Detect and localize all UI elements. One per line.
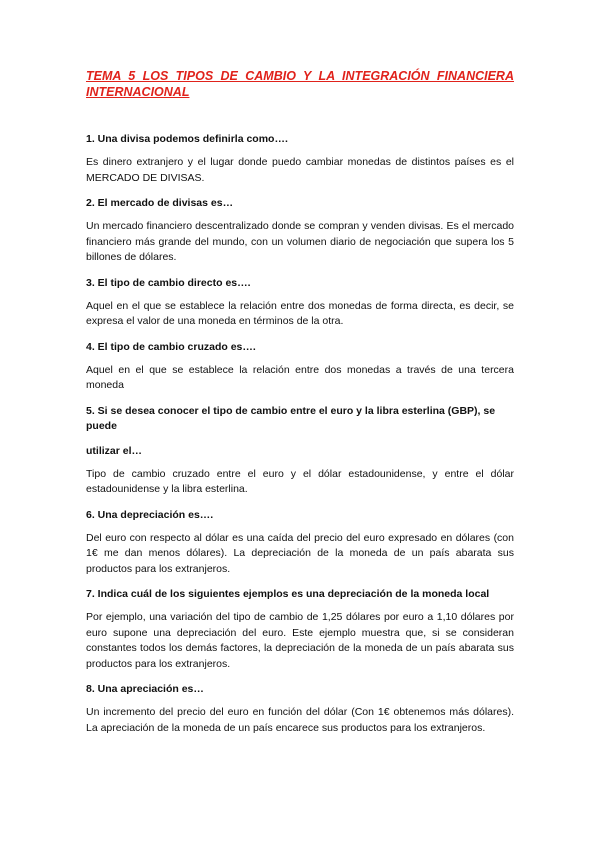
question-2: 2. El mercado de divisas es… xyxy=(86,197,234,209)
answer-2: Un mercado financiero descentralizado donde se compran y venden divisas. Es el mercado financiero más grande del mundo, con un volumen diario de negociación que supera los 5 billones de dólares. xyxy=(86,220,514,263)
document-title: TEMA 5 LOS TIPOS DE CAMBIO Y LA INTEGRACIÓN FINANCIERA INTERNACIONAL xyxy=(86,69,514,99)
question-6: 6. Una depreciación es…. xyxy=(86,508,214,521)
question-4: 4. El tipo de cambio cruzado es…. xyxy=(86,340,256,353)
answer-5: Tipo de cambio cruzado entre el euro y el dólar estadounidense, y entre el dólar estadounidense y la libra esterlina. xyxy=(86,467,514,495)
document-page xyxy=(86,68,514,746)
answer-1: Es dinero extranjero y el lugar donde puedo cambiar monedas de distintos países es el MERCADO DE DIVISAS. xyxy=(86,156,514,184)
question-1: 1. Una divisa podemos definirla como…. xyxy=(86,133,288,145)
question-7: 7. Indica cuál de los siguientes ejemplos es una depreciación de la moneda local xyxy=(86,588,490,600)
answer-8: Un incremento del precio del euro en función del dólar (Con 1€ obtenemos más dólares). La apreciación de la moneda de un país encarece sus productos para los extranjeros. xyxy=(86,706,514,734)
question-3: 3. El tipo de cambio directo es…. xyxy=(86,276,251,289)
question-5: 5. Si se desea conocer el tipo de cambio entre el euro y la libra esterlina (GBP), se puede xyxy=(86,404,496,432)
answer-4: Aquel en el que se establece la relación entre dos monedas a través de una tercera moneda xyxy=(86,363,514,391)
question-8: 8. Una apreciación es… xyxy=(86,683,204,695)
answer-3: Aquel en el que se establece la relación entre dos monedas de forma directa, es decir, se expresa el valor de una moneda en términos de la otra. xyxy=(86,299,514,327)
answer-7: Por ejemplo, una variación del tipo de cambio de 1,25 dólares por euro a 1,10 dólares por euro supone una depreciación del euro. Este ejemplo muestra que, si se consideran constantes todos los demás factores, la depreciación de la moneda de un país abarata sus productos para los extranjeros. xyxy=(86,611,514,670)
question-5-continuation: utilizar el… xyxy=(86,444,143,457)
answer-6: Del euro con respecto al dólar es una caída del precio del euro expresado en dólares (con 1€ me dan menos dólares). La depreciación de la moneda de un país abarata sus productos para los extranjeros. xyxy=(86,531,514,575)
